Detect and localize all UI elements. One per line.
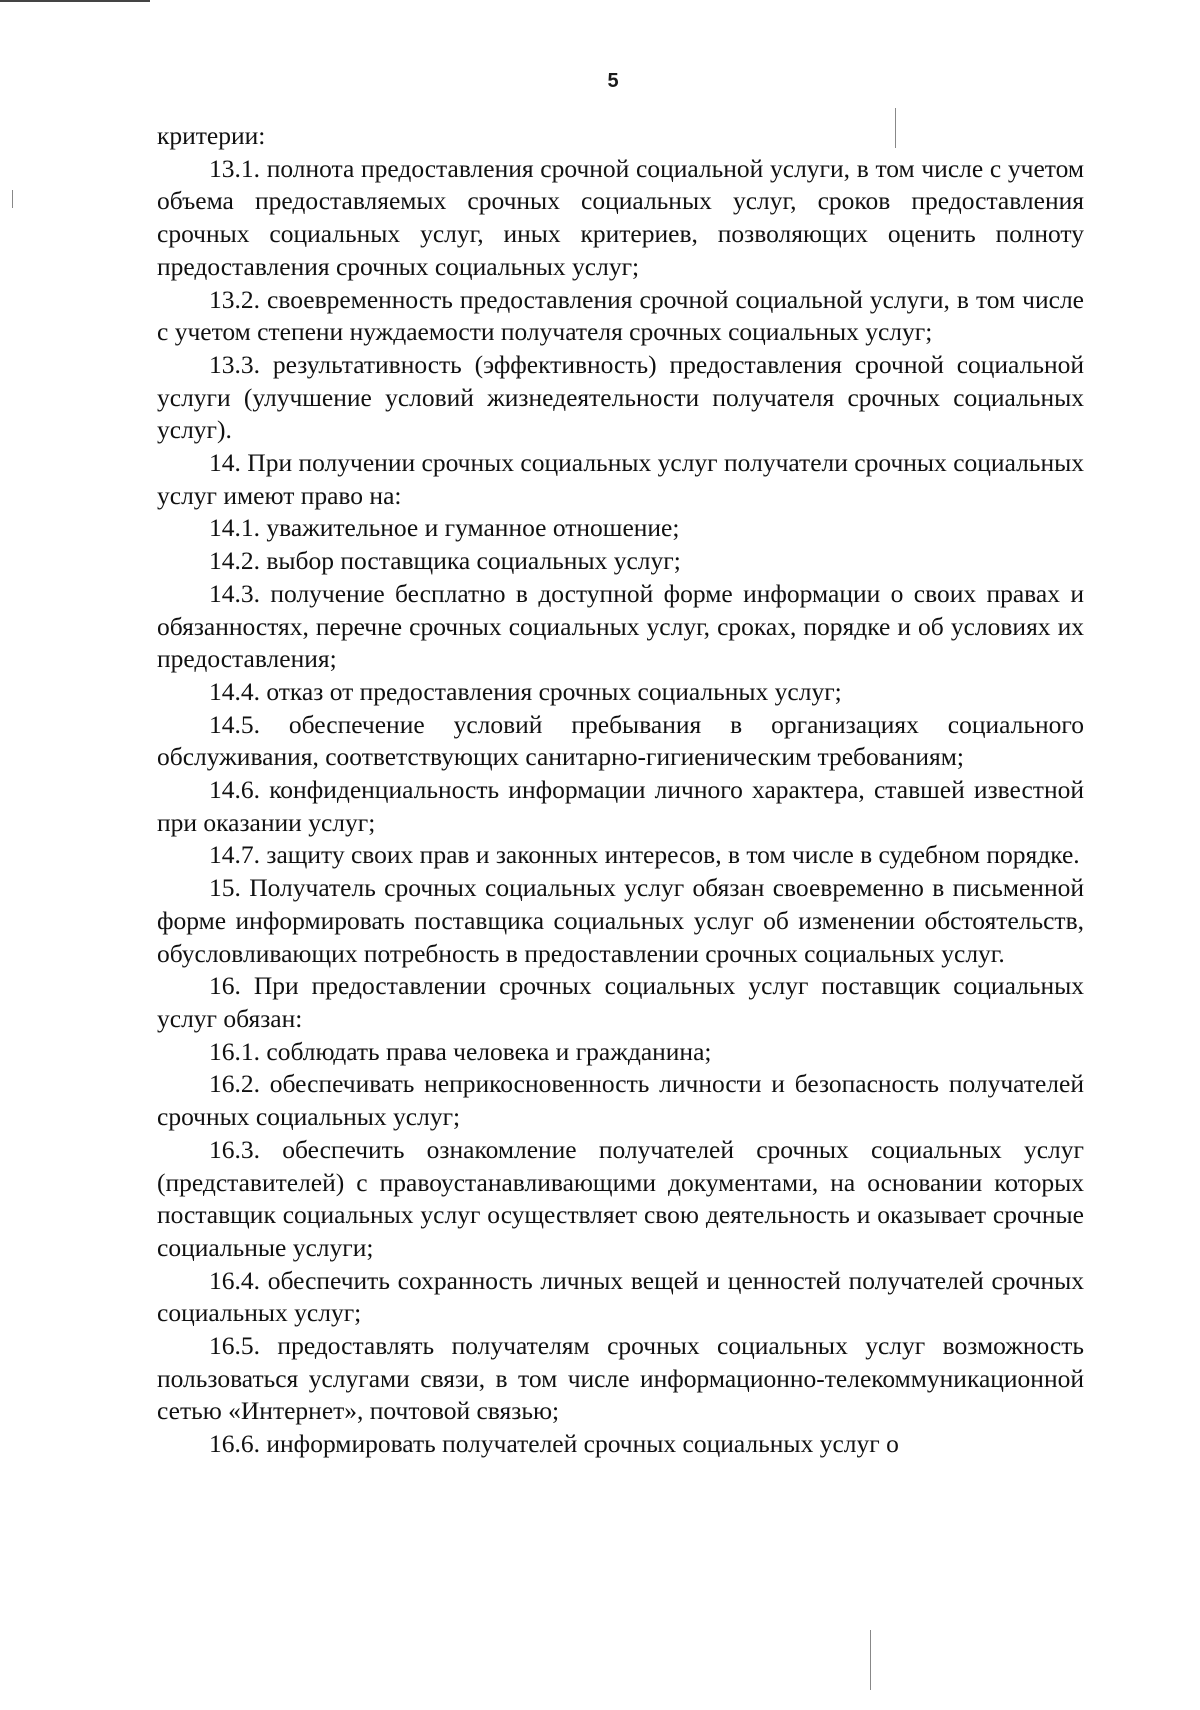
- paragraph: 15. Получатель срочных социальных услуг обязан своевременно в письменной форме информировать поставщика социальных услуг об изменении обстоятельств, обусловливающих потребность в предоставлении срочных социальных услуг.: [157, 873, 1084, 968]
- paragraph: 14.6. конфиденциальность информации личного характера, ставшей известной при оказании услуг;: [157, 775, 1084, 837]
- paragraph: 13.3. результативность (эффективность) предоставления срочной социальной услуги (улучшение условий жизнедеятельности получателя срочных социальных услуг).: [157, 349, 1084, 445]
- paragraph: 16.5. предоставлять получателям срочных социальных услуг возможность пользоваться услугами связи, в том числе информационно-телекоммуникационной сетью «Интернет», почтовой связью;: [157, 1331, 1084, 1426]
- paragraph: 14.2. выбор поставщика социальных услуг;: [209, 546, 681, 576]
- paragraph: 13.2. своевременность предоставления срочной социальной услуги, в том числе с учетом степени нуждаемости получателя срочных социальных услуг;: [157, 284, 1084, 347]
- paragraph: 13.1. полнота предоставления срочной социальной услуги, в том числе с учетом объема предоставляемых срочных социальных услуг, сроков предоставления срочных социальных услуг, иных критериев, позволяющих оценить полноту предоставления срочных социальных услуг;: [157, 153, 1084, 281]
- paragraph: 14. При получении срочных социальных услуг получатели срочных социальных услуг имеют право на:: [157, 448, 1084, 510]
- paragraph: 14.5. обеспечение условий пребывания в организациях социального обслуживания, соответствующих санитарно-гигиеническим требованиям;: [157, 709, 1084, 772]
- scan-edge-line: [0, 0, 150, 2]
- paragraph: 16.4. обеспечить сохранность личных вещей и ценностей получателей срочных социальных услуг;: [157, 1265, 1084, 1328]
- page-number: 5: [607, 70, 619, 92]
- paragraph: 16.6. информировать получателей срочных социальных услуг о: [209, 1429, 899, 1459]
- paragraph: критерии:: [157, 121, 266, 150]
- document-body: [157, 120, 1084, 1461]
- paragraph: 16.1. соблюдать права человека и гражданина;: [209, 1036, 712, 1066]
- paragraph: 16.3. обеспечить ознакомление получателей срочных социальных услуг (представителей) с правоустанавливающими документами, на основании которых поставщик социальных услуг осуществляет свою деятельность и оказывает срочные социальные услуги;: [157, 1134, 1084, 1262]
- paragraph: 16. При предоставлении срочных социальных услуг поставщик социальных услуг обязан:: [157, 971, 1084, 1033]
- scan-artifact-left: [12, 190, 13, 208]
- paragraph: 14.1. уважительное и гуманное отношение;: [209, 513, 680, 543]
- paragraph: 14.7. защиту своих прав и законных интересов, в том числе в судебном порядке.: [209, 840, 1080, 870]
- paragraph: 14.3. получение бесплатно в доступной форме информации о своих правах и обязанностях, перечне срочных социальных услуг, сроках, порядке и об условиях их предоставления;: [157, 578, 1084, 674]
- paragraph: 14.4. отказ от предоставления срочных социальных услуг;: [209, 676, 842, 706]
- paragraph: 16.2. обеспечивать неприкосновенность личности и безопасность получателей срочных социальных услуг;: [157, 1069, 1084, 1132]
- scan-artifact-right-bottom: [870, 1630, 871, 1690]
